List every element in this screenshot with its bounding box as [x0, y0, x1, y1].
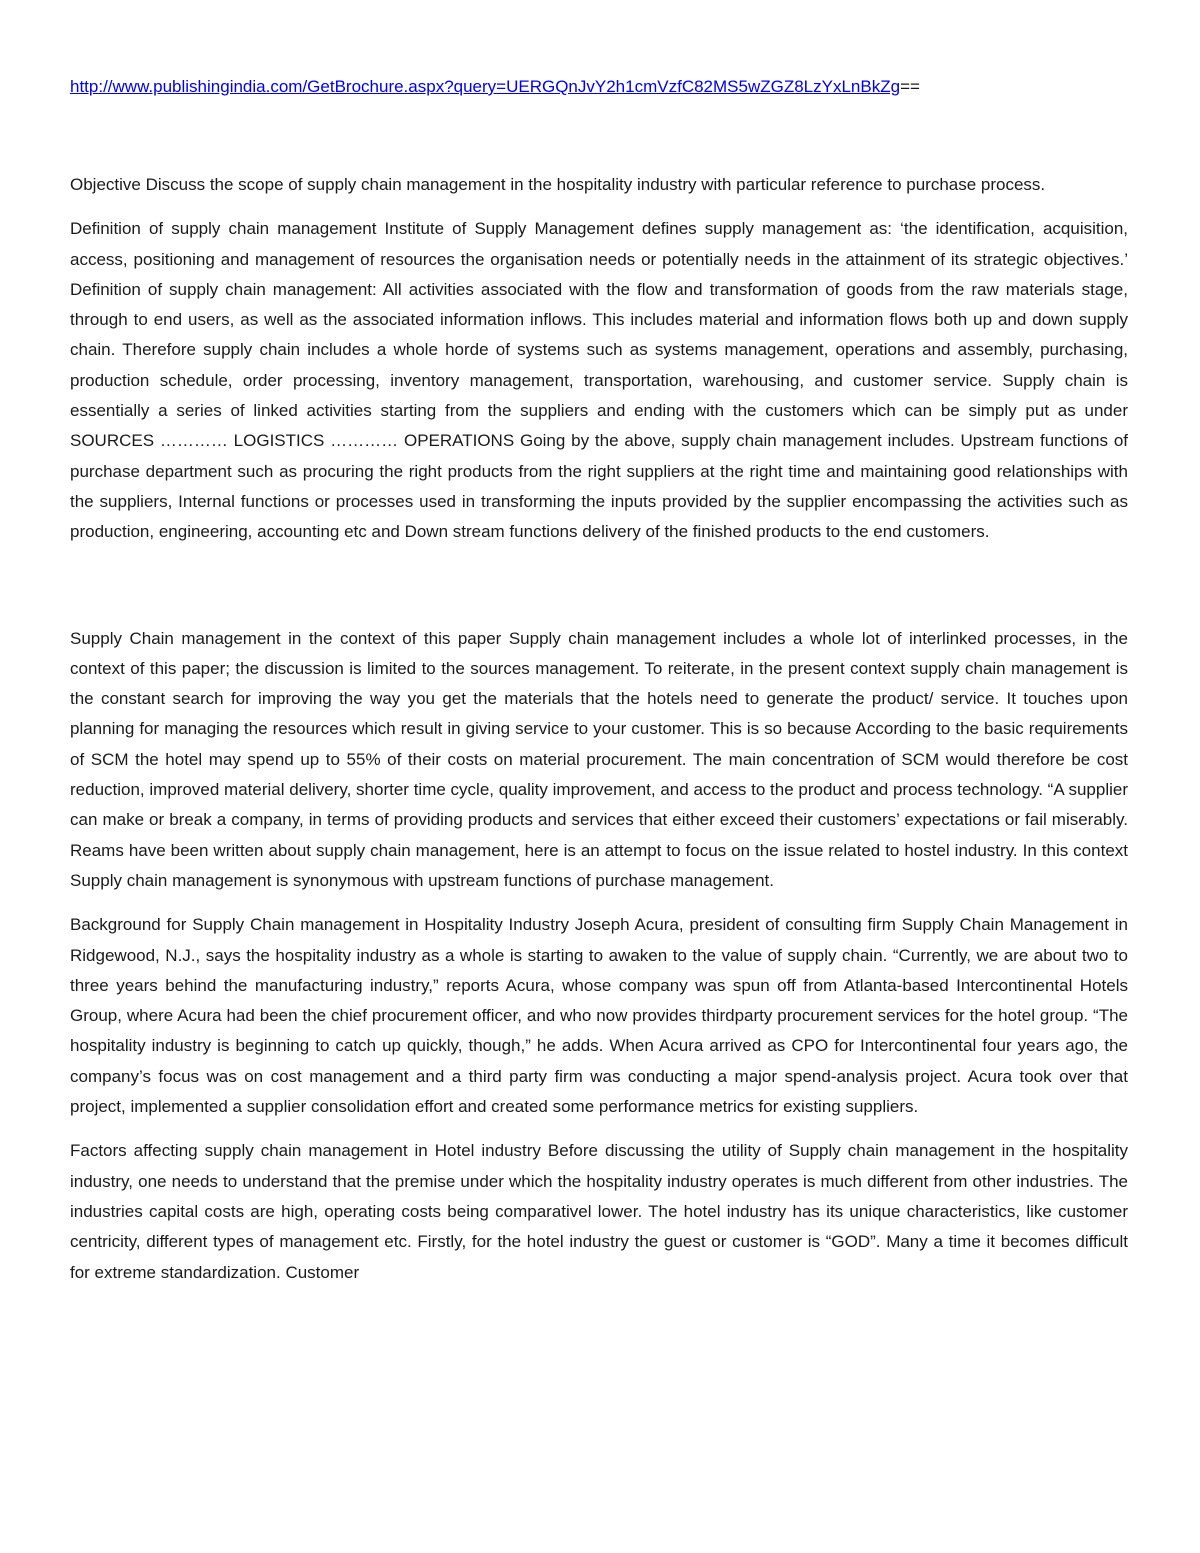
paragraph-background: Background for Supply Chain management in Hospitality Industry Joseph Acura, president of consulting firm Supply Chain Management in Ridgewood, N.J., says the hospitality industry as a whole is starting to awaken to the value of supply chain. “Currently, we are about two to three years behind the manufacturing industry,” reports Acura, whose company was spun off from Atlanta-based Intercontinental Hotels Group, where Acura had been the chief procurement officer, and who now provides thirdparty procurement services for the hotel group. “The hospitality industry is beginning to catch up quickly, though,” he adds. When Acura arrived as CPO for Intercontinental four years ago, the company’s focus was on cost management and a third party firm was conducting a major spend-analysis project. Acura took over that project, implemented a supplier consolidation effort and created some performance metrics for existing suppliers. — [70, 915, 1128, 1117]
paragraph-definition: Definition of supply chain management Institute of Supply Management defines supply management as: ‘the identification, acquisition, access, positioning and management of resources the organisation needs or potentially needs in the attainment of its strategic objectives.’ Definition of supply chain management: All activities associated with the flow and transformation of goods from the raw materials stage, through to end users, as well as the associated information inflows. This includes material and information flows both up and down supply chain. Therefore supply chain includes a whole horde of systems such as systems management, operations and assembly, purchasing, production schedule, order processing, inventory management, transportation, warehousing, and customer service. Supply chain is essentially a series of linked activities starting from the suppliers and ending with the customers which can be simply put as under SOURCES ………… LOGISTICS ………… OPERATIONS Going by the above, supply chain management includes. Upstream functions of purchase department such as procuring the right products from the right suppliers at the right time and maintaining good relationships with the suppliers, Internal functions or processes used in transforming the inputs provided by the supplier encompassing the activities such as production, engineering, accounting etc and Down stream functions delivery of the finished products to the end customers. — [70, 219, 1128, 542]
spacer — [70, 562, 1128, 624]
paragraph-context: Supply Chain management in the context of this paper Supply chain management includes a whole lot of interlinked processes, in the context of this paper; the discussion is limited to the sources management. To reiterate, in the present context supply chain management is the constant search for improving the way you get the materials that the hotels need to generate the product/ service. It touches upon planning for managing the resources which result in giving service to your customer. This is so because According to the basic requirements of SCM the hotel may spend up to 55% of their costs on material procurement. The main concentration of SCM would therefore be cost reduction, improved material delivery, shorter time cycle, quality improvement, and access to the product and process technology. “A supplier can make or break a company, in terms of providing products and services that either exceed their customers’ expectations or fail miserably. Reams have been written about supply chain management, here is an attempt to focus on the issue related to hostel industry. In this context Supply chain management is synonymous with upstream functions of purchase management. — [70, 628, 1128, 890]
source-link-line — [70, 72, 1128, 102]
spacer — [70, 102, 1128, 170]
brochure-link[interactable]: http://www.publishingindia.com/GetBrochure.aspx?query=UERGQnJvY2h1cmVzfC82MS5wZGZ8LzYxLnBkZg — [70, 77, 901, 96]
document-page — [70, 72, 1128, 1302]
paragraph-factors: Factors affecting supply chain management in Hotel industry Before discussing the utility of Supply chain management in the hospitality industry, one needs to understand that the premise under which the hospitality industry operates is much different from other industries. The industries capital costs are high, operating costs being comparativel lower. The hotel industry has its unique characteristics, like customer centricity, different types of management etc. Firstly, for the hotel industry the guest or customer is “GOD”. Many a time it becomes difficult for extreme standardization. Customer — [70, 1141, 1128, 1282]
link-suffix: == — [900, 77, 920, 96]
paragraph-objective: Objective Discuss the scope of supply chain management in the hospitality industry with particular reference to purchase process. — [70, 175, 1046, 194]
